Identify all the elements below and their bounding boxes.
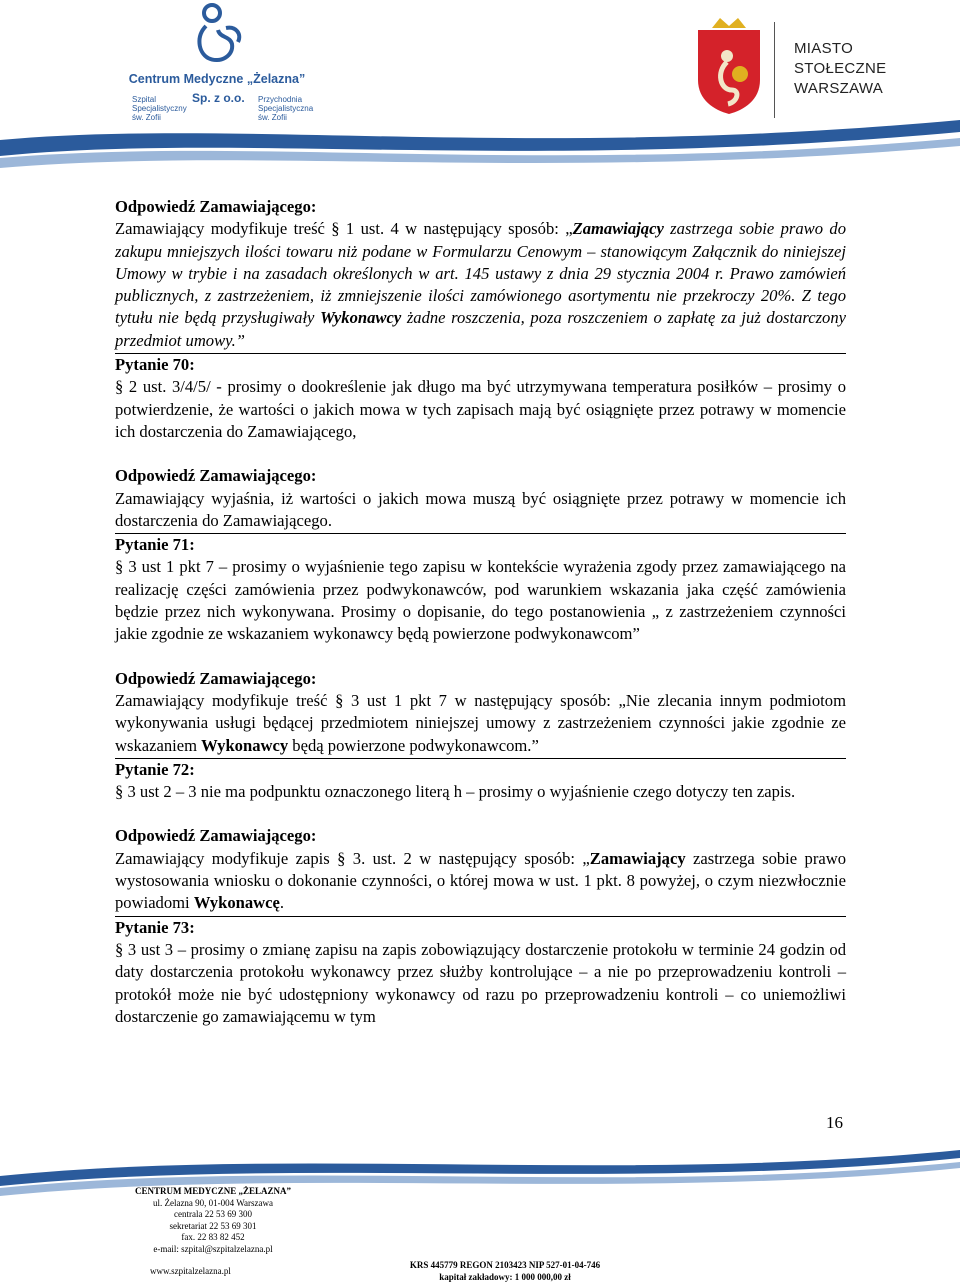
- sub-right-line: św. Zofii: [258, 113, 287, 122]
- text-run-bold: Wykonawcy: [201, 735, 289, 755]
- footer-line: e-mail: szpital@szpitalzelazna.pl: [153, 1243, 273, 1254]
- org-name: Centrum Medyczne „Żelazna”: [128, 72, 306, 86]
- footer-line: centrala 22 53 69 300: [174, 1209, 252, 1219]
- answer-text: [115, 218, 846, 352]
- city-logo: [694, 18, 894, 128]
- city-line-text: MIASTO: [794, 40, 854, 57]
- question-text: § 3 ust 1 pkt 7 – prosimy o wyjaśnienie tego zapisu w kontekście wyrażenia zgody przez zamawiającego na realizację części zamówienia przez podwykonawców, pod warunkiem wskazania jaka część zamówienia będzie przez nich wykonywana. Prosimy o dopisanie, do tego postanowienia „ z zastrzeżeniem czynności jakie zgodnie ze wskazaniem wykonawcy będą powierzone podwykonawcom”: [115, 557, 846, 644]
- figure-logo-icon: [112, 0, 322, 72]
- coat-of-arms-icon: [694, 18, 764, 114]
- text-run-bold: Wykonawcę: [193, 893, 280, 913]
- sub-center: Sp. z o.o.: [192, 91, 245, 105]
- hospital-logo: [112, 0, 322, 130]
- spacer: [115, 443, 846, 465]
- question-heading: Pytanie 72:: [115, 759, 195, 779]
- footer-line: kapitał zakładowy: 1 000 000,00 zł: [439, 1272, 571, 1282]
- answer-heading: Odpowiedź Zamawiającego:: [115, 466, 317, 486]
- footer-line: sekretariat 22 53 69 301: [169, 1220, 257, 1231]
- footer-line: fax. 22 83 82 452: [181, 1232, 245, 1242]
- text-run-bold: Zamawiający: [589, 848, 686, 868]
- sub-left-line: Szpital: [132, 95, 157, 104]
- text-run-italic: żadne roszczenia, poza roszczeniem o zapłatę za już dostarczony przedmiot umowy.”: [115, 308, 846, 350]
- text-run: Zamawiający modyfikuje treść § 1 ust. 4 w następujący sposób: „: [115, 219, 573, 239]
- document-body: [115, 196, 846, 1028]
- sub-right-line: Przychodnia: [258, 95, 303, 104]
- text-run-bold: Zamawiający: [572, 219, 664, 239]
- question-text: § 3 ust 3 – prosimy o zmianę zapisu na zapis zobowiązujący dostarczenie protokołu w terminie 24 godzin od daty dostarczenia protokołu wykonawcy przez służby kontrolujące – a nie po przeprowadzeniu kontroli – protokół może nie być udostępniony wykonawcy od razu po przeprowadzeniu kontroli – co uniemożliwi dostarczenie go zamawiającemu w tym: [115, 939, 846, 1026]
- answer-heading: Odpowiedź Zamawiającego:: [115, 197, 317, 216]
- footer-line: CENTRUM MEDYCZNE „ŻELAZNA”: [134, 1186, 291, 1196]
- city-line-text: STOŁECZNE: [794, 60, 887, 77]
- spacer: [115, 646, 846, 668]
- text-run: zastrzega sobie prawo wystosowania wniosku o dokonanie czynności, o której mowa w ust. 1 pkt. 8 powyżej, o czym niezwłocznie powiadomi: [115, 848, 846, 913]
- question-heading: Pytanie 71:: [115, 535, 195, 555]
- answer-text: [115, 690, 846, 757]
- text-run-italic: zastrzega sobie prawo do zakupu mniejszych ilości towaru niż podane w Formularzu Cenowym – stanowiącym Załącznik do niniejszej Umowy w trybie i na zasadach określonych w art. 145 ustawy z dnia 29 stycznia 2004 r. Prawo zamówień publicznych, z zastrzeżeniem, iż zmniejszenie ilości zamówionego asortymentu nie przekroczy 20%. Z tego tytułu nie będą przysługiwały: [115, 219, 846, 328]
- text-run: Zamawiający modyfikuje treść § 3 ust 1 pkt 7 w następujący sposób: „Nie zlecania innym podmiotom wykonywania usługi będącej przedmiotem niniejszej umowy z zastrzeżeniem czynności jakie zgodnie ze wskazaniem: [115, 690, 846, 755]
- sub-right: [258, 95, 313, 122]
- spacer: [115, 803, 846, 825]
- text-run: będą powierzone podwykonawcom.”: [288, 735, 539, 755]
- sub-left-line: Specjalistyczny: [132, 104, 187, 113]
- answer-heading: Odpowiedź Zamawiającego:: [115, 668, 317, 688]
- text-run-bold: Wykonawcy: [320, 308, 402, 328]
- footer-address: [118, 1186, 308, 1255]
- question-heading: Pytanie 70:: [115, 355, 195, 375]
- city-line-text: WARSZAWA: [794, 80, 884, 97]
- question-text: § 3 ust 2 – 3 nie ma podpunktu oznaczonego literą h – prosimy o wyjaśnienie czego dotyczy ten zapis.: [115, 782, 796, 802]
- sub-left: [132, 95, 187, 122]
- footer-website: www.szpitalzelazna.pl: [150, 1266, 231, 1276]
- city-name: [794, 39, 886, 99]
- question-heading: Pytanie 73:: [115, 917, 195, 937]
- sub-left-line: św. Zofii: [132, 113, 161, 122]
- question-text: § 2 ust. 3/4/5/ - prosimy o dookreślenie jak długo ma być utrzymywana temperatura posiłków – prosimy o potwierdzenie, że wartości o jakich mowa w tych zapisach mają być osiągnięte przez potrawy w momencie ich dostarczenia do Zamawiającego,: [115, 377, 846, 441]
- page-header: [0, 0, 960, 175]
- city-divider: [774, 22, 775, 118]
- text-run: .: [279, 893, 285, 913]
- footer-line: ul. Żelazna 90, 01-004 Warszawa: [152, 1197, 274, 1208]
- answer-text: [115, 848, 846, 915]
- sub-right-line: Specjalistyczna: [258, 104, 314, 113]
- answer-heading: Odpowiedź Zamawiającego:: [115, 826, 317, 846]
- footer-registration: [395, 1259, 615, 1283]
- answer-text: Zamawiający wyjaśnia, iż wartości o jakich mowa muszą być osiągnięte przez potrawy w momencie ich dostarczenia do Zamawiającego.: [115, 488, 846, 530]
- text-run: Zamawiający modyfikuje zapis § 3. ust. 2 w następujący sposób: „: [115, 848, 590, 868]
- page-number: 16: [826, 1113, 843, 1132]
- footer-line: KRS 445779 REGON 2103423 NIP 527-01-04-746: [409, 1260, 601, 1270]
